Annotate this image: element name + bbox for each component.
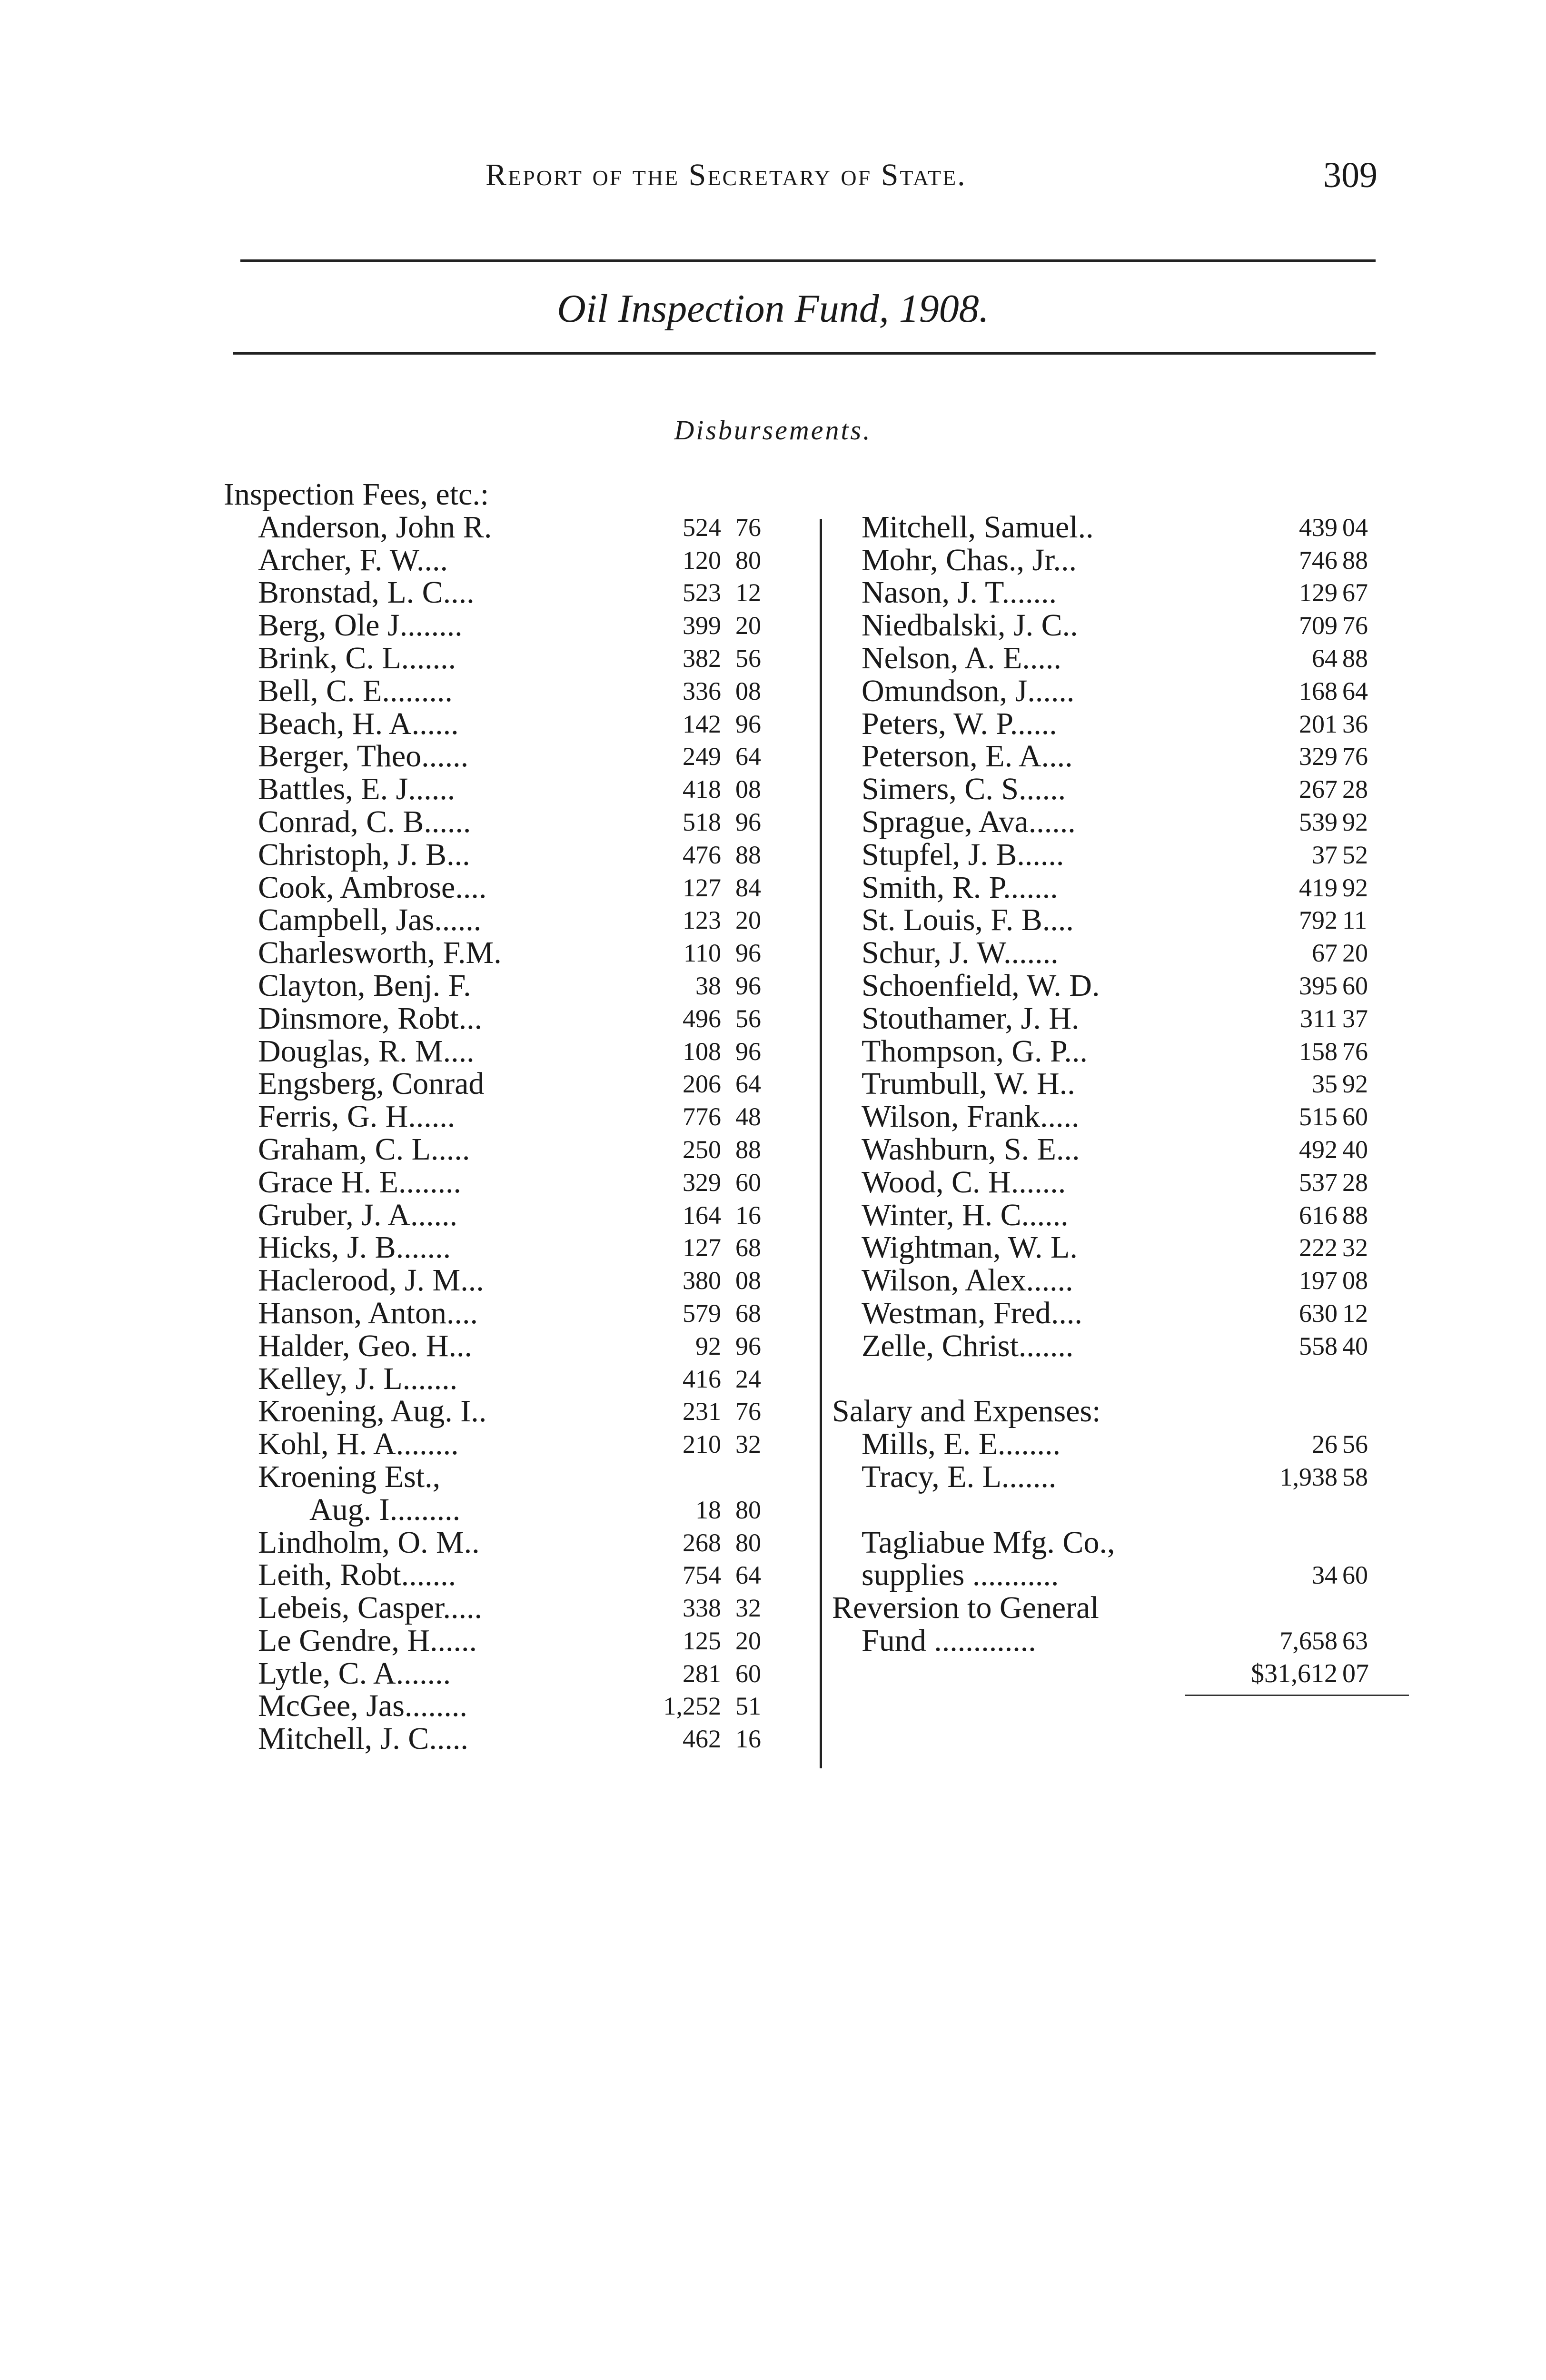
amount-dollars: 164 bbox=[683, 1200, 721, 1230]
amount-cents: 76 bbox=[1342, 611, 1368, 640]
running-head: Report of the Secretary of State. bbox=[486, 158, 967, 192]
amount-cents: 64 bbox=[735, 1561, 761, 1590]
amount-cents: 20 bbox=[735, 1626, 761, 1655]
amount-dollars: 127 bbox=[683, 873, 721, 902]
ledger-row bbox=[224, 1035, 800, 1068]
ledger-row bbox=[828, 1199, 1418, 1232]
amount-cents: 20 bbox=[735, 611, 761, 640]
ledger-row bbox=[224, 1297, 800, 1330]
amount-dollars: 92 bbox=[695, 1331, 721, 1360]
ledger-row bbox=[828, 1264, 1418, 1297]
amount-cents: 88 bbox=[735, 1135, 761, 1164]
top-rule bbox=[240, 259, 1376, 262]
amount-cents: 11 bbox=[1342, 906, 1367, 935]
amount-dollars: 630 bbox=[1299, 1299, 1338, 1328]
amount-cents: 37 bbox=[1342, 1004, 1368, 1033]
ledger-row bbox=[828, 904, 1418, 937]
amount-dollars: 249 bbox=[683, 742, 721, 771]
amount-dollars: 222 bbox=[1299, 1233, 1338, 1262]
ledger-row bbox=[224, 773, 800, 806]
payee-name: Kroening Est., bbox=[258, 1459, 441, 1494]
payee-name: Mitchell, J. C..... bbox=[258, 1721, 468, 1756]
ledger-row bbox=[828, 1527, 1418, 1559]
amount-cents: 84 bbox=[735, 873, 761, 902]
amount-dollars: 250 bbox=[683, 1135, 721, 1164]
payee-name: Winter, H. C...... bbox=[862, 1197, 1069, 1232]
amount-cents: 48 bbox=[735, 1102, 761, 1131]
payee-name: Grace H. E........ bbox=[258, 1164, 462, 1200]
amount-cents: 80 bbox=[735, 1528, 761, 1557]
total-cents: 07 bbox=[1342, 1658, 1369, 1688]
payee-name: Aug. I......... bbox=[309, 1492, 461, 1527]
amount-dollars: 231 bbox=[683, 1397, 721, 1426]
payee-name: Conrad, C. B...... bbox=[258, 804, 471, 839]
amount-dollars: 382 bbox=[683, 644, 721, 673]
ledger-row bbox=[828, 478, 1418, 511]
payee-name: Niedbalski, J. C.. bbox=[862, 608, 1078, 643]
payee-name: Smith, R. P....... bbox=[862, 870, 1058, 905]
payee-name: Peterson, E. A.... bbox=[862, 739, 1073, 774]
amount-cents: 68 bbox=[735, 1299, 761, 1328]
ledger-row bbox=[224, 1231, 800, 1264]
amount-cents: 58 bbox=[1342, 1462, 1368, 1491]
amount-dollars: 129 bbox=[1299, 578, 1338, 607]
amount-dollars: 1,938 bbox=[1279, 1462, 1338, 1491]
amount-cents: 60 bbox=[1342, 1561, 1368, 1590]
ledger-row bbox=[224, 576, 800, 609]
amount-cents: 04 bbox=[1342, 513, 1368, 542]
amount-dollars: 1,252 bbox=[663, 1692, 721, 1721]
ledger-row bbox=[828, 642, 1418, 675]
amount-dollars: 18 bbox=[695, 1495, 721, 1524]
amount-dollars: 419 bbox=[1299, 873, 1338, 902]
amount-dollars: 168 bbox=[1299, 676, 1338, 705]
ledger-row bbox=[828, 1002, 1418, 1035]
amount-cents: 08 bbox=[735, 1266, 761, 1295]
payee-name: Mitchell, Samuel.. bbox=[862, 509, 1094, 545]
payee-name: Hicks, J. B....... bbox=[258, 1230, 451, 1265]
amount-dollars: 197 bbox=[1299, 1266, 1338, 1295]
ledger-row bbox=[828, 1494, 1418, 1527]
amount-cents: 20 bbox=[1342, 939, 1368, 968]
ledger-row bbox=[224, 1363, 800, 1396]
amount-dollars: 524 bbox=[683, 513, 721, 542]
amount-cents: 08 bbox=[735, 676, 761, 705]
amount-cents: 32 bbox=[735, 1430, 761, 1459]
ledger-row bbox=[224, 1068, 800, 1101]
payee-name: Clayton, Benj. F. bbox=[258, 968, 471, 1003]
payee-name: Kelley, J. L....... bbox=[258, 1361, 458, 1396]
ledger-row bbox=[828, 1428, 1418, 1461]
ledger-row bbox=[224, 478, 800, 511]
amount-cents: 64 bbox=[1342, 676, 1368, 705]
amount-dollars: 125 bbox=[683, 1626, 721, 1655]
amount-dollars: 518 bbox=[683, 807, 721, 836]
amount-dollars: 416 bbox=[683, 1364, 721, 1393]
ledger-row bbox=[828, 773, 1418, 806]
ledger-row bbox=[828, 872, 1418, 904]
amount-dollars: 110 bbox=[684, 939, 721, 968]
ledger-row bbox=[224, 1330, 800, 1363]
amount-dollars: 776 bbox=[683, 1102, 721, 1131]
amount-cents: 20 bbox=[735, 906, 761, 935]
payee-name: Brink, C. L....... bbox=[258, 640, 456, 675]
payee-name: Lytle, C. A....... bbox=[258, 1656, 451, 1691]
amount-cents: 80 bbox=[735, 1495, 761, 1524]
amount-cents: 60 bbox=[1342, 971, 1368, 1000]
payee-name: Engsberg, Conrad bbox=[258, 1066, 485, 1101]
ledger-row bbox=[828, 675, 1418, 708]
page-title: Oil Inspection Fund, 1908. bbox=[557, 287, 989, 331]
payee-name: Wood, C. H....... bbox=[862, 1164, 1066, 1200]
amount-cents: 64 bbox=[735, 1070, 761, 1099]
amount-dollars: 267 bbox=[1299, 775, 1338, 804]
ledger-row bbox=[224, 872, 800, 904]
amount-dollars: 462 bbox=[683, 1725, 721, 1754]
payee-name: Mohr, Chas., Jr... bbox=[862, 542, 1077, 577]
amount-cents: 56 bbox=[735, 644, 761, 673]
payee-name: Graham, C. L..... bbox=[258, 1131, 470, 1167]
amount-dollars: 123 bbox=[683, 906, 721, 935]
ledger-row bbox=[224, 1264, 800, 1297]
amount-dollars: 579 bbox=[683, 1299, 721, 1328]
payee-name: Mills, E. E........ bbox=[862, 1427, 1061, 1462]
amount-cents: 76 bbox=[735, 1397, 761, 1426]
amount-cents: 67 bbox=[1342, 578, 1368, 607]
amount-cents: 60 bbox=[735, 1659, 761, 1688]
amount-cents: 96 bbox=[735, 807, 761, 836]
ledger-row bbox=[828, 1166, 1418, 1199]
amount-dollars: 108 bbox=[683, 1037, 721, 1066]
amount-dollars: 67 bbox=[1312, 939, 1338, 968]
payee-name: Wightman, W. L. bbox=[862, 1230, 1078, 1265]
payee-name: Douglas, R. M.... bbox=[258, 1033, 475, 1069]
amount-cents: 68 bbox=[735, 1233, 761, 1262]
amount-dollars: 329 bbox=[683, 1168, 721, 1197]
payee-name: Wilson, Alex...... bbox=[862, 1263, 1073, 1298]
amount-dollars: 329 bbox=[1299, 742, 1338, 771]
payee-name: St. Louis, F. B.... bbox=[862, 902, 1074, 938]
amount-cents: 40 bbox=[1342, 1135, 1368, 1164]
payee-name: Archer, F. W.... bbox=[258, 542, 448, 577]
amount-dollars: 616 bbox=[1299, 1200, 1338, 1230]
amount-cents: 76 bbox=[1342, 742, 1368, 771]
ledger-row bbox=[224, 511, 800, 544]
amount-cents: 64 bbox=[735, 742, 761, 771]
amount-cents: 56 bbox=[1342, 1430, 1368, 1459]
amount-dollars: 34 bbox=[1312, 1561, 1338, 1590]
amount-dollars: 206 bbox=[683, 1070, 721, 1099]
amount-dollars: 268 bbox=[683, 1528, 721, 1557]
amount-cents: 96 bbox=[735, 1037, 761, 1066]
column-divider bbox=[820, 519, 822, 1768]
amount-cents: 92 bbox=[1342, 1070, 1368, 1099]
amount-dollars: 158 bbox=[1299, 1037, 1338, 1066]
amount-cents: 88 bbox=[1342, 644, 1368, 673]
ledger-row bbox=[224, 1101, 800, 1133]
amount-cents: 88 bbox=[1342, 545, 1368, 575]
amount-dollars: 311 bbox=[1300, 1004, 1338, 1033]
amount-dollars: 26 bbox=[1312, 1430, 1338, 1459]
amount-cents: 28 bbox=[1342, 775, 1368, 804]
payee-name: Stupfel, J. B...... bbox=[862, 837, 1064, 872]
ledger-row bbox=[828, 1035, 1418, 1068]
payee-name: Le Gendre, H...... bbox=[258, 1623, 477, 1658]
ledger-row bbox=[828, 839, 1418, 872]
total-dollars: $31,612 bbox=[1251, 1658, 1338, 1688]
payee-name: Tracy, E. L....... bbox=[862, 1459, 1057, 1494]
page-number: 309 bbox=[1323, 155, 1378, 195]
payee-name: Westman, Fred.... bbox=[862, 1295, 1082, 1330]
payee-name: Tagliabue Mfg. Co., bbox=[862, 1525, 1115, 1560]
section-heading: Inspection Fees, etc.: bbox=[224, 477, 489, 512]
payee-name: Berger, Theo...... bbox=[258, 739, 469, 774]
amount-cents: 80 bbox=[735, 545, 761, 575]
ledger-row bbox=[224, 1428, 800, 1461]
amount-cents: 36 bbox=[1342, 709, 1368, 738]
ledger-row bbox=[828, 1068, 1418, 1101]
amount-cents: 88 bbox=[1342, 1200, 1368, 1230]
ledger-row bbox=[224, 1461, 800, 1494]
ledger-row bbox=[828, 806, 1418, 839]
amount-cents: 16 bbox=[735, 1200, 761, 1230]
amount-cents: 88 bbox=[735, 840, 761, 869]
amount-dollars: 142 bbox=[683, 709, 721, 738]
payee-name: Nason, J. T....... bbox=[862, 575, 1057, 610]
ledger-row bbox=[828, 1330, 1418, 1363]
section-subtitle: Disbursements. bbox=[674, 415, 872, 446]
amount-cents: 63 bbox=[1342, 1626, 1368, 1655]
ledger-row bbox=[224, 1690, 800, 1723]
amount-dollars: 7,658 bbox=[1279, 1626, 1338, 1655]
ledger-row bbox=[224, 609, 800, 642]
payee-name: Simers, C. S...... bbox=[862, 772, 1066, 807]
payee-name: Washburn, S. E... bbox=[862, 1131, 1080, 1167]
ledger-row bbox=[224, 1625, 800, 1657]
payee-name: Campbell, Jas...... bbox=[258, 902, 482, 938]
payee-name: Berg, Ole J........ bbox=[258, 608, 463, 643]
ledger-row bbox=[224, 1395, 800, 1428]
ledger-row bbox=[828, 1363, 1418, 1396]
amount-cents: 60 bbox=[1342, 1102, 1368, 1131]
amount-cents: 96 bbox=[735, 709, 761, 738]
amount-cents: 32 bbox=[735, 1594, 761, 1623]
ledger-row bbox=[828, 1559, 1418, 1592]
ledger-row bbox=[828, 1297, 1418, 1330]
amount-cents: 96 bbox=[735, 1331, 761, 1360]
amount-cents: 08 bbox=[1342, 1266, 1368, 1295]
ledger-row bbox=[828, 1461, 1418, 1494]
payee-name: Lindholm, O. M.. bbox=[258, 1525, 480, 1560]
amount-cents: 96 bbox=[735, 971, 761, 1000]
payee-name: Schoenfield, W. D. bbox=[862, 968, 1100, 1003]
ledger-row bbox=[828, 1101, 1418, 1133]
payee-name: Thompson, G. P... bbox=[862, 1033, 1088, 1069]
amount-dollars: 558 bbox=[1299, 1331, 1338, 1360]
payee-name: Charlesworth, F.M. bbox=[258, 935, 502, 971]
ledger-row bbox=[828, 576, 1418, 609]
amount-dollars: 754 bbox=[683, 1561, 721, 1590]
amount-dollars: 210 bbox=[683, 1430, 721, 1459]
ledger-row bbox=[828, 937, 1418, 970]
amount-dollars: 201 bbox=[1299, 709, 1338, 738]
left-column bbox=[224, 478, 800, 1755]
total-row bbox=[828, 1657, 1418, 1690]
payee-name: Kohl, H. A........ bbox=[258, 1427, 459, 1462]
payee-name: Battles, E. J...... bbox=[258, 772, 456, 807]
amount-cents: 28 bbox=[1342, 1168, 1368, 1197]
amount-cents: 56 bbox=[735, 1004, 761, 1033]
amount-cents: 51 bbox=[735, 1692, 761, 1721]
payee-name: Schur, J. W....... bbox=[862, 935, 1059, 971]
title-rule bbox=[233, 352, 1376, 355]
amount-dollars: 127 bbox=[683, 1233, 721, 1262]
ledger-row bbox=[224, 642, 800, 675]
payee-name: Haclerood, J. M... bbox=[258, 1263, 484, 1298]
ledger-row bbox=[224, 1133, 800, 1166]
amount-dollars: 35 bbox=[1312, 1070, 1338, 1099]
amount-cents: 12 bbox=[735, 578, 761, 607]
amount-cents: 12 bbox=[1342, 1299, 1368, 1328]
payee-name: Leith, Robt....... bbox=[258, 1557, 456, 1593]
ledger-row bbox=[828, 740, 1418, 773]
payee-name: Wilson, Frank..... bbox=[862, 1099, 1080, 1134]
ledger-row bbox=[828, 1592, 1418, 1625]
ledger-row bbox=[224, 1592, 800, 1625]
payee-name: Bronstad, L. C.... bbox=[258, 575, 475, 610]
amount-cents: 08 bbox=[735, 775, 761, 804]
amount-cents: 76 bbox=[1342, 1037, 1368, 1066]
payee-name: Sprague, Ava...... bbox=[862, 804, 1076, 839]
ledger-row bbox=[224, 806, 800, 839]
amount-dollars: 281 bbox=[683, 1659, 721, 1688]
payee-name: McGee, Jas........ bbox=[258, 1688, 467, 1724]
payee-name: Fund ............. bbox=[862, 1623, 1036, 1658]
ledger-row bbox=[224, 839, 800, 872]
ledger-row bbox=[224, 904, 800, 937]
ledger-row bbox=[828, 1133, 1418, 1166]
ledger-row bbox=[828, 1625, 1418, 1657]
amount-dollars: 439 bbox=[1299, 513, 1338, 542]
amount-dollars: 38 bbox=[695, 971, 721, 1000]
sum-rule bbox=[1185, 1695, 1409, 1696]
ledger-row bbox=[224, 1723, 800, 1755]
amount-cents: 40 bbox=[1342, 1331, 1368, 1360]
amount-dollars: 37 bbox=[1312, 840, 1338, 869]
amount-cents: 32 bbox=[1342, 1233, 1368, 1262]
amount-cents: 92 bbox=[1342, 807, 1368, 836]
amount-dollars: 336 bbox=[683, 676, 721, 705]
section-heading: Reversion to General bbox=[832, 1590, 1099, 1626]
ledger-row bbox=[224, 1166, 800, 1199]
amount-dollars: 120 bbox=[683, 545, 721, 575]
ledger-row bbox=[828, 544, 1418, 577]
payee-name: Ferris, G. H...... bbox=[258, 1099, 456, 1134]
amount-dollars: 338 bbox=[683, 1594, 721, 1623]
ledger-row bbox=[224, 1559, 800, 1592]
payee-name: Bell, C. E......... bbox=[258, 673, 453, 708]
ledger-row bbox=[224, 1199, 800, 1232]
amount-dollars: 537 bbox=[1299, 1168, 1338, 1197]
amount-dollars: 476 bbox=[683, 840, 721, 869]
amount-dollars: 399 bbox=[683, 611, 721, 640]
payee-name: Beach, H. A...... bbox=[258, 706, 459, 741]
amount-dollars: 515 bbox=[1299, 1102, 1338, 1131]
amount-cents: 52 bbox=[1342, 840, 1368, 869]
ledger-row bbox=[224, 544, 800, 577]
amount-dollars: 492 bbox=[1299, 1135, 1338, 1164]
payee-name: Trumbull, W. H.. bbox=[862, 1066, 1075, 1101]
amount-cents: 76 bbox=[735, 513, 761, 542]
payee-name: Gruber, J. A...... bbox=[258, 1197, 457, 1232]
ledger-row bbox=[828, 511, 1418, 544]
ledger-row bbox=[828, 609, 1418, 642]
amount-dollars: 709 bbox=[1299, 611, 1338, 640]
payee-name: Anderson, John R. bbox=[258, 509, 492, 545]
ledger-row bbox=[828, 708, 1418, 741]
payee-name: Hanson, Anton.... bbox=[258, 1295, 478, 1330]
amount-cents: 24 bbox=[735, 1364, 761, 1393]
ledger-row bbox=[224, 1494, 800, 1527]
amount-dollars: 746 bbox=[1299, 545, 1338, 575]
amount-cents: 60 bbox=[735, 1168, 761, 1197]
ledger-row bbox=[224, 1657, 800, 1690]
payee-name: supplies ........... bbox=[862, 1557, 1059, 1593]
amount-dollars: 523 bbox=[683, 578, 721, 607]
payee-name: Dinsmore, Robt... bbox=[258, 1001, 483, 1036]
amount-dollars: 539 bbox=[1299, 807, 1338, 836]
payee-name: Lebeis, Casper..... bbox=[258, 1590, 483, 1626]
ledger-row bbox=[224, 675, 800, 708]
ledger-row bbox=[224, 937, 800, 970]
payee-name: Christoph, J. B... bbox=[258, 837, 470, 872]
payee-name: Peters, W. P...... bbox=[862, 706, 1057, 741]
amount-dollars: 395 bbox=[1299, 971, 1338, 1000]
ledger-row bbox=[224, 1527, 800, 1559]
ledger-row bbox=[224, 708, 800, 741]
amount-cents: 92 bbox=[1342, 873, 1368, 902]
amount-dollars: 380 bbox=[683, 1266, 721, 1295]
amount-cents: 96 bbox=[735, 939, 761, 968]
right-column bbox=[828, 478, 1418, 1690]
ledger-row bbox=[828, 970, 1418, 1002]
payee-name: Halder, Geo. H... bbox=[258, 1328, 473, 1363]
payee-name: Nelson, A. E..... bbox=[862, 640, 1061, 675]
amount-dollars: 64 bbox=[1312, 644, 1338, 673]
payee-name: Zelle, Christ....... bbox=[862, 1328, 1074, 1363]
amount-dollars: 792 bbox=[1299, 906, 1338, 935]
amount-dollars: 496 bbox=[683, 1004, 721, 1033]
ledger-row bbox=[224, 1002, 800, 1035]
ledger-row bbox=[224, 970, 800, 1002]
section-heading: Salary and Expenses: bbox=[832, 1394, 1101, 1429]
amount-cents: 16 bbox=[735, 1725, 761, 1754]
payee-name: Kroening, Aug. I.. bbox=[258, 1394, 487, 1429]
ledger-row bbox=[224, 740, 800, 773]
payee-name: Omundson, J...... bbox=[862, 673, 1075, 708]
ledger-row bbox=[828, 1231, 1418, 1264]
ledger-row bbox=[828, 1395, 1418, 1428]
payee-name: Stouthamer, J. H. bbox=[862, 1001, 1080, 1036]
payee-name: Cook, Ambrose.... bbox=[258, 870, 487, 905]
amount-dollars: 418 bbox=[683, 775, 721, 804]
